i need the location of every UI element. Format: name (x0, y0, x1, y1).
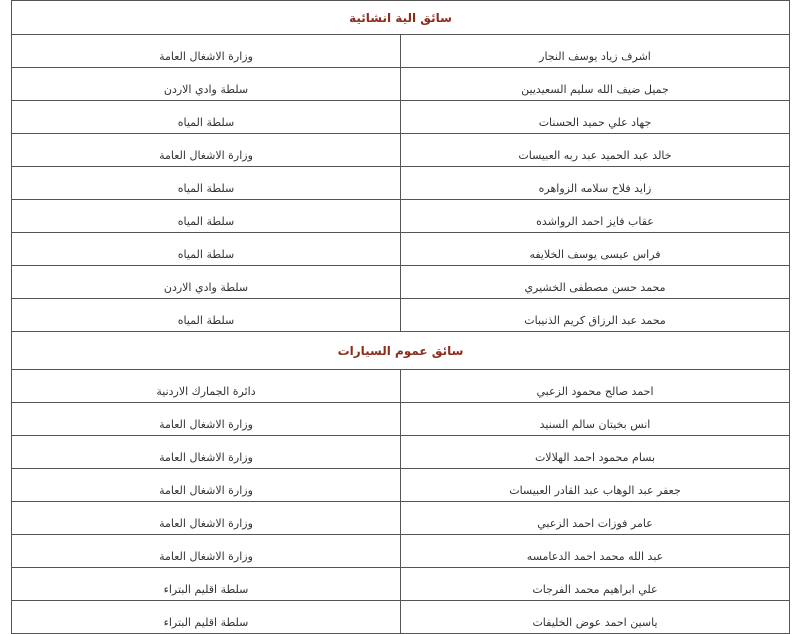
employee-organization: سلطة المياه (12, 233, 401, 266)
employee-organization: سلطة اقليم البتراء (12, 568, 401, 601)
employee-name: محمد حسن مصطفى الخشيري (401, 266, 790, 299)
employee-name: عبد الله محمد احمد الدعامسه (401, 535, 790, 568)
table-row (12, 233, 790, 266)
employee-organization: وزارة الاشغال العامة (12, 134, 401, 167)
table-row (12, 68, 790, 101)
section-title: سائق الية انشائية (12, 1, 790, 35)
employee-organization: دائرة الجمارك الاردنية (12, 370, 401, 403)
table-row (12, 35, 790, 68)
table-row (12, 101, 790, 134)
employee-organization: سلطة اقليم البتراء (12, 601, 401, 634)
employee-organization: وزارة الاشغال العامة (12, 502, 401, 535)
section-header (12, 1, 790, 35)
employee-name: محمد عبد الرزاق كريم الذنيبات (401, 299, 790, 332)
table-row (12, 403, 790, 436)
employee-organization: سلطة المياه (12, 101, 401, 134)
employee-name: اشرف زياد يوسف النجار (401, 35, 790, 68)
table-row (12, 167, 790, 200)
employee-name: جهاد علي حميد الحسنات (401, 101, 790, 134)
employee-name: عامر فوزات احمد الزعبي (401, 502, 790, 535)
section-header (12, 332, 790, 370)
appointments-table (11, 0, 790, 634)
table-row (12, 535, 790, 568)
employee-name: انس بخيتان سالم السنيد (401, 403, 790, 436)
employee-name: علي ابراهيم محمد الفرجات (401, 568, 790, 601)
employee-name: زايد فلاح سلامه الزواهره (401, 167, 790, 200)
employee-organization: سلطة وادي الاردن (12, 266, 401, 299)
table-row (12, 436, 790, 469)
employee-organization: وزارة الاشغال العامة (12, 535, 401, 568)
employee-name: ياسين احمد عوض الخليفات (401, 601, 790, 634)
employee-organization: سلطة المياه (12, 167, 401, 200)
employee-organization: سلطة المياه (12, 200, 401, 233)
table-row (12, 200, 790, 233)
table-row (12, 370, 790, 403)
employee-name: عقاب فايز احمد الرواشده (401, 200, 790, 233)
employee-name: فراس عيسى يوسف الخلايفه (401, 233, 790, 266)
employee-name: بسام محمود احمد الهلالات (401, 436, 790, 469)
employee-organization: سلطة وادي الاردن (12, 68, 401, 101)
table-row (12, 469, 790, 502)
employee-name: جميل ضيف الله سليم السعيديين (401, 68, 790, 101)
employee-organization: سلطة المياه (12, 299, 401, 332)
table-row (12, 134, 790, 167)
table-row (12, 568, 790, 601)
table-row (12, 601, 790, 634)
employee-name: احمد صالح محمود الزعبي (401, 370, 790, 403)
employee-organization: وزارة الاشغال العامة (12, 403, 401, 436)
employee-name: خالد عبد الحميد عبد ربه العبيسات (401, 134, 790, 167)
employee-organization: وزارة الاشغال العامة (12, 436, 401, 469)
employee-organization: وزارة الاشغال العامة (12, 469, 401, 502)
table-row (12, 299, 790, 332)
section-title: سائق عموم السيارات (12, 332, 790, 370)
employee-name: جعفر عبد الوهاب عبد القادر العبيسات (401, 469, 790, 502)
table-row (12, 266, 790, 299)
employee-organization: وزارة الاشغال العامة (12, 35, 401, 68)
table-row (12, 502, 790, 535)
